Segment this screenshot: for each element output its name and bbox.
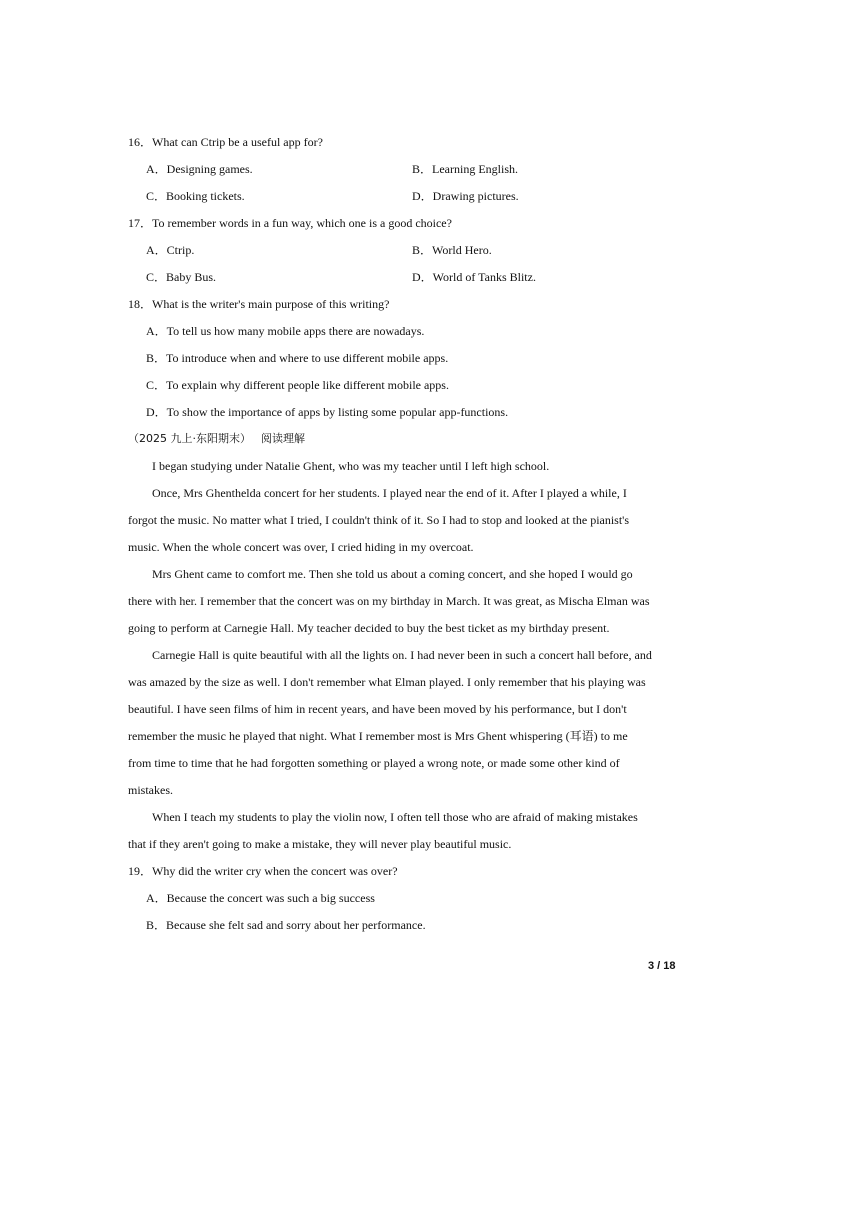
question-17-stem: 17．To remember words in a fun way, which one is a good choice? [128,216,452,230]
passage-line: going to perform at Carnegie Hall. My teacher decided to buy the best ticket as my birthday present. [128,621,610,635]
source-label [128,431,305,447]
question-16-stem: 16．What can Ctrip be a useful app for? [128,135,323,149]
question-19-option-b: B．Because she felt sad and sorry about her performance. [146,918,426,932]
question-18-option-a: A．To tell us how many mobile apps there are nowadays. [146,324,425,338]
passage-line: there with her. I remember that the concert was on my birthday in March. It was great, as Mischa Elman was [128,594,650,608]
page-number: 3 / 18 [648,960,676,972]
passage-line: that if they aren't going to make a mistake, they will never play beautiful music. [128,837,512,851]
passage-line: Carnegie Hall is quite beautiful with all the lights on. I had never been in such a concert hall before, and [152,648,652,662]
question-18-option-b: B．To introduce when and where to use different mobile apps. [146,351,449,365]
question-18-option-c: C．To explain why different people like different mobile apps. [146,378,449,392]
passage-line: music. When the whole concert was over, I cried hiding in my overcoat. [128,540,474,554]
passage-line: remember the music he played that night. What I remember most is Mrs Ghent whispering (耳语) to me [128,729,628,743]
section-type: 阅读理解 [261,432,305,445]
question-16-option-c: C．Booking tickets. [146,189,245,203]
question-19-option-a: A．Because the concert was such a big success [146,891,375,905]
question-17-option-b: B．World Hero. [412,243,492,257]
question-16-option-d: D．Drawing pictures. [412,189,519,203]
question-18-option-d: D．To show the importance of apps by listing some popular app-functions. [146,405,509,419]
passage-line: mistakes. [128,783,173,797]
passage-line: Once, Mrs Ghenthelda concert for her students. I played near the end of it. After I played a while, I [152,486,627,500]
passage-line: was amazed by the size as well. I don't remember what Elman played. I only remember that his playing was [128,675,646,689]
question-17-option-c: C．Baby Bus. [146,270,217,284]
passage-line: forgot the music. No matter what I tried, I couldn't think of it. So I had to stop and looked at the pianist's [128,513,630,527]
question-17-option-a: A．Ctrip. [146,243,195,257]
source-exam: （2025 九上·东阳期末） [128,432,251,445]
passage-line: I began studying under Natalie Ghent, who was my teacher until I left high school. [152,459,550,473]
passage-line: When I teach my students to play the violin now, I often tell those who are afraid of making mistakes [152,810,638,824]
question-18-stem: 18．What is the writer's main purpose of this writing? [128,297,390,311]
passage-line: from time to time that he had forgotten something or played a wrong note, or made some other kind of [128,756,620,770]
question-19-stem: 19．Why did the writer cry when the concert was over? [128,864,398,878]
passage-line: beautiful. I have seen films of him in recent years, and have been moved by his performance, but I don't [128,702,627,716]
question-17-option-d: D．World of Tanks Blitz. [412,270,536,284]
question-16-option-a: A．Designing games. [146,162,253,176]
question-16-option-b: B．Learning English. [412,162,518,176]
passage-line: Mrs Ghent came to comfort me. Then she told us about a coming concert, and she hoped I would go [152,567,633,581]
